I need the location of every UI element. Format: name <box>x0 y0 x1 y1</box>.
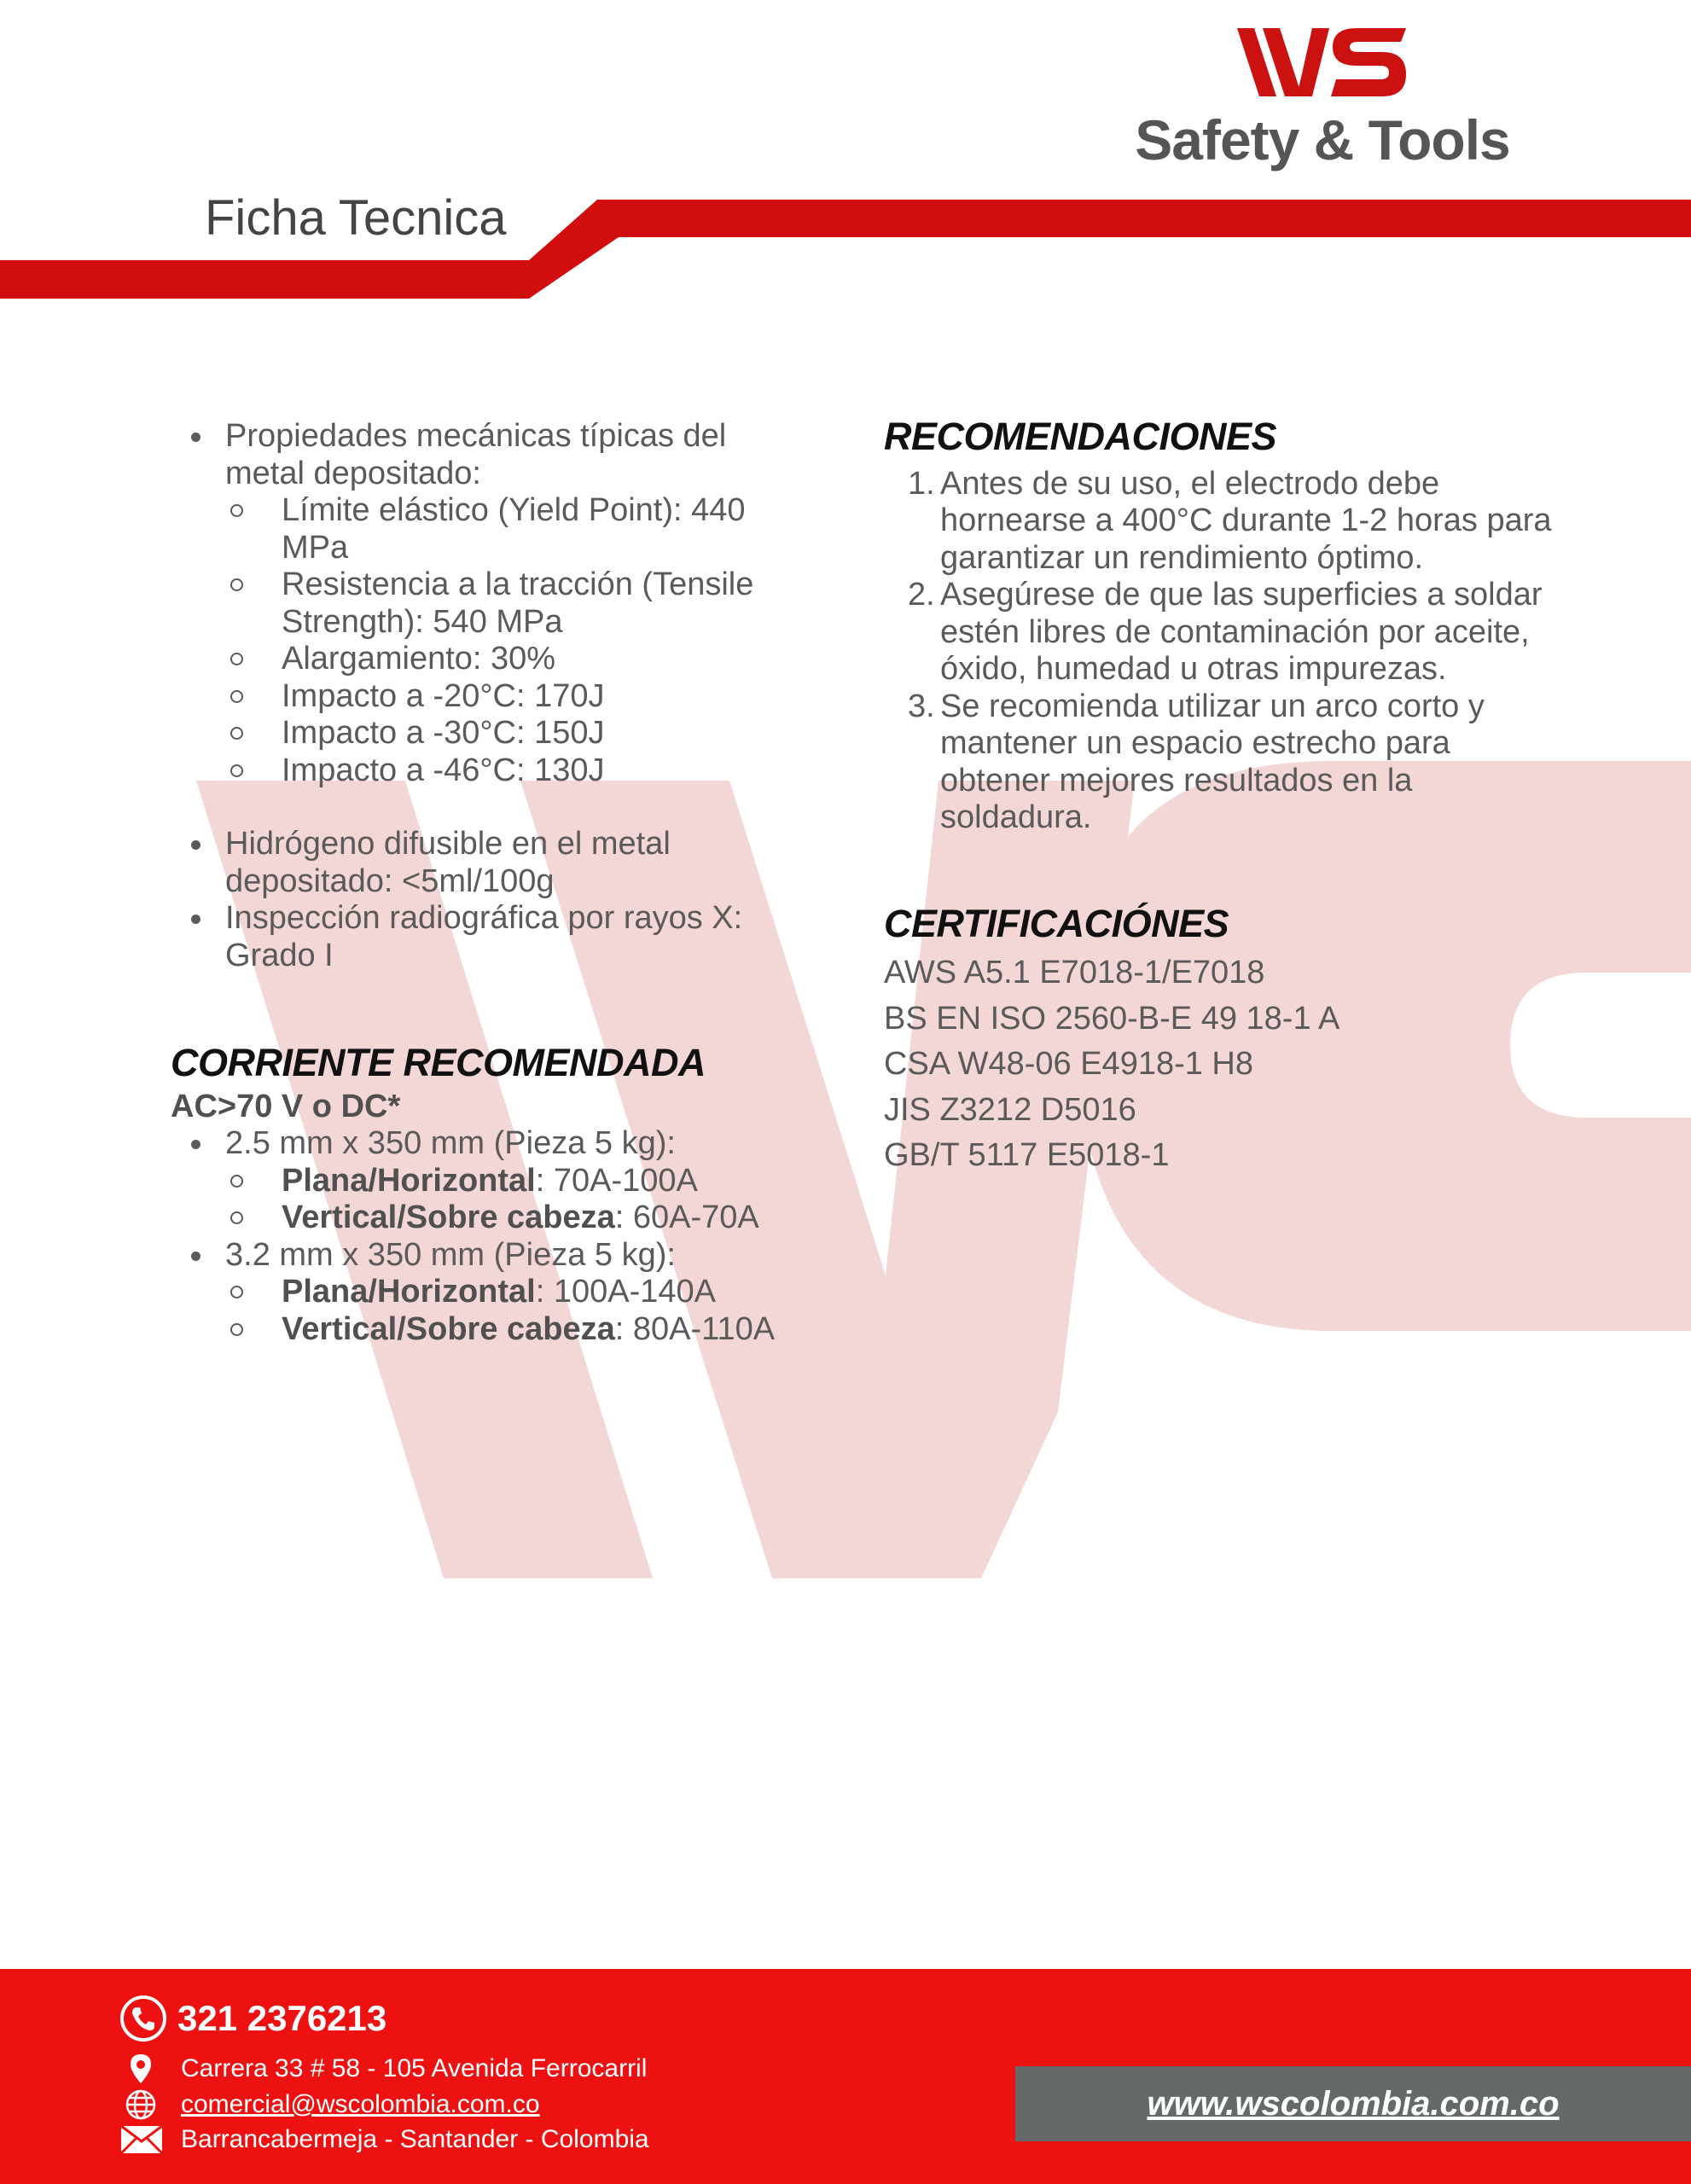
current-type: AC>70 V o DC* <box>171 1088 401 1124</box>
hydrogen-item: Hidrógeno difusible en el metal depositado: <5ml/100g <box>171 826 802 900</box>
size-label: 2.5 mm x 350 mm (Pieza 5 kg): <box>225 1125 676 1161</box>
list-item <box>884 688 1566 837</box>
flat-label: Plana/Horizontal <box>282 1274 536 1310</box>
website-link[interactable]: www.wscolombia.com.co <box>1147 2084 1560 2123</box>
vertical-label: Vertical/Sobre cabeza <box>282 1310 615 1347</box>
certification: GB/T 5117 E5018-1 <box>884 1137 1170 1173</box>
right-column <box>884 415 1566 1179</box>
phone-icon <box>119 1995 167 2042</box>
item-number: 3. <box>908 688 935 724</box>
sizes-list <box>171 1125 802 1348</box>
item-number: 2. <box>908 577 935 613</box>
property-item: Impacto a -46°C: 130J <box>225 752 802 790</box>
flat-value: : 70A-100A <box>535 1162 698 1199</box>
inspection-item: Inspección radiográfica por rayos X: Grado I <box>171 900 802 974</box>
flat-value: : 100A-140A <box>535 1274 716 1310</box>
item-text: Antes de su uso, el electrodo debe hornearse a 400°C durante 1-2 horas para garantizar un rendimiento óptimo. <box>940 465 1552 576</box>
current-heading: CORRIENTE RECOMENDADA <box>171 1041 706 1084</box>
property-item: Impacto a -30°C: 150J <box>225 715 802 752</box>
property-item: Impacto a -20°C: 170J <box>225 678 802 716</box>
list-item <box>171 418 802 789</box>
brand-name: Safety & Tools <box>1135 108 1510 171</box>
size-sublist <box>225 1163 802 1237</box>
left-column <box>171 418 802 1348</box>
size-label: 3.2 mm x 350 mm (Pieza 5 kg): <box>225 1236 676 1273</box>
properties-intro: Propiedades mecánicas típicas del metal depositado: <box>225 418 727 491</box>
size-item <box>171 1125 802 1237</box>
certification: BS EN ISO 2560-B-E 49 18-1 A <box>884 1000 1340 1037</box>
mail-icon <box>119 2124 164 2155</box>
vertical-label: Vertical/Sobre cabeza <box>282 1199 615 1235</box>
extra-properties-list <box>171 826 802 974</box>
item-text: Asegúrese de que las superficies a soldar estén libres de contaminación por aceite, óxido, humedad u otras impurezas. <box>940 577 1543 687</box>
website-box <box>1015 2066 1691 2141</box>
location-pin-icon <box>128 2053 154 2085</box>
certifications-heading: CERTIFICACIÓNES <box>884 901 1229 945</box>
item-number: 1. <box>908 465 935 502</box>
flat-current <box>225 1163 802 1200</box>
vertical-value: : 60A-70A <box>614 1199 759 1235</box>
property-item: Alargamiento: 30% <box>225 641 802 678</box>
page-title: Ficha Tecnica <box>205 190 507 246</box>
properties-sublist <box>225 492 802 789</box>
flat-current <box>225 1274 802 1311</box>
company-logo <box>1118 21 1527 172</box>
certification: CSA W48-06 E4918-1 H8 <box>884 1046 1254 1082</box>
vertical-value: : 80A-110A <box>614 1310 776 1347</box>
certification: AWS A5.1 E7018-1/E7018 <box>884 955 1265 990</box>
phone-row <box>119 1995 386 2042</box>
city-text: Barrancabermeja - Santander - Colombia <box>181 2125 649 2153</box>
item-text: Se recomienda utilizar un arco corto y mantener un espacio estrecho para obtener mejores resultados en la soldadura. <box>940 688 1485 835</box>
footer <box>0 1969 1691 2184</box>
size-item <box>171 1237 802 1349</box>
city-row <box>119 2124 649 2155</box>
globe-icon <box>125 2088 157 2121</box>
list-item <box>884 466 1566 578</box>
recommendations-list <box>884 466 1566 837</box>
phone-number[interactable]: 321 2376213 <box>177 1998 387 2038</box>
address-text: Carrera 33 # 58 - 105 Avenida Ferrocarril <box>181 2054 648 2082</box>
list-item <box>884 577 1566 688</box>
certification: JIS Z3212 D5016 <box>884 1091 1136 1128</box>
vertical-current <box>225 1311 802 1349</box>
size-sublist <box>225 1274 802 1348</box>
vertical-current <box>225 1199 802 1237</box>
properties-list <box>171 418 802 789</box>
email-row <box>125 2088 540 2121</box>
recommendations-heading: RECOMENDACIONES <box>884 415 1277 458</box>
address-row <box>128 2053 647 2085</box>
property-item: Resistencia a la tracción (Tensile Strength): 540 MPa <box>225 566 802 641</box>
property-item: Límite elástico (Yield Point): 440 MPa <box>225 492 802 566</box>
flat-label: Plana/Horizontal <box>282 1162 536 1199</box>
email-link[interactable]: comercial@wscolombia.com.co <box>181 2090 540 2118</box>
ws-logo-icon <box>1237 21 1408 102</box>
